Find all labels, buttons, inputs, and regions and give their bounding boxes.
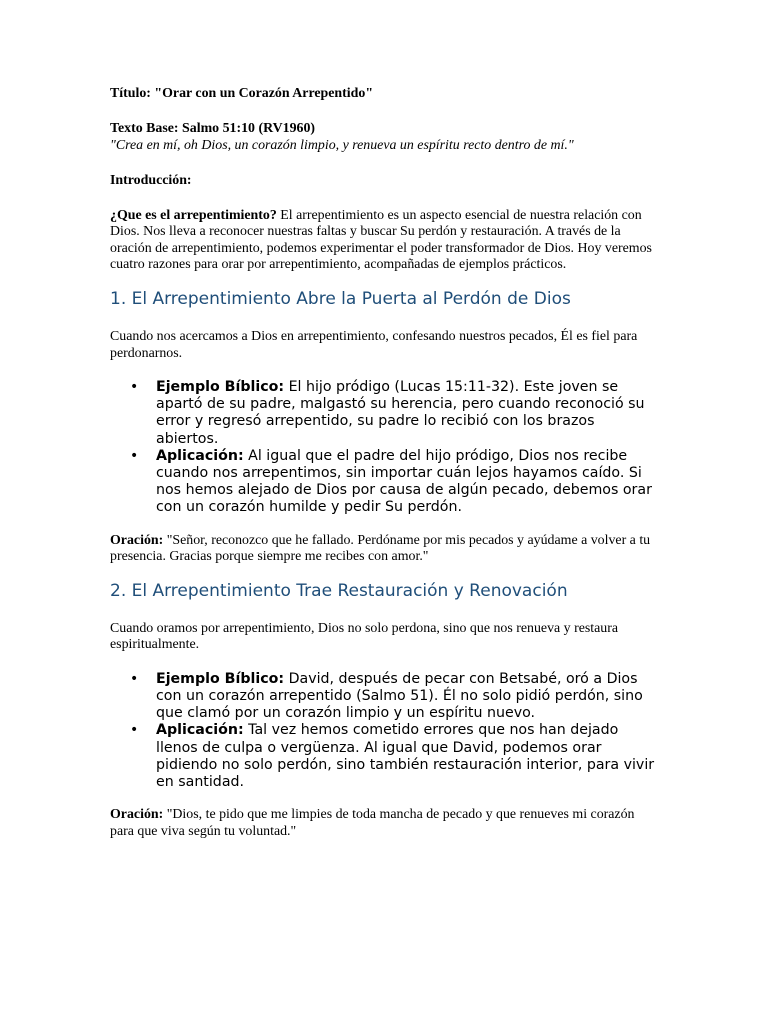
item-label: Ejemplo Bíblico: <box>156 670 285 687</box>
intro-heading: Introducción: <box>110 172 192 188</box>
title-text: "Orar con un Corazón Arrepentido" <box>154 86 374 101</box>
base-text-label: Texto Base: <box>110 121 179 137</box>
item-label: Ejemplo Bíblico: <box>156 378 285 395</box>
base-text-quote: "Crea en mí, oh Dios, un corazón limpio, y renueva un espíritu recto dentro de mí." <box>110 137 574 153</box>
intro-question: ¿Que es el arrepentimiento? <box>110 208 277 224</box>
prayer-text: "Dios, te pido que me limpies de toda mancha de pecado y que renueves mi corazón para que viva según tu voluntad." <box>110 807 635 839</box>
base-text-reference: Salmo 51:10 (RV1960) <box>182 121 316 137</box>
title-line <box>110 86 658 102</box>
prayer-paragraph <box>110 807 658 840</box>
list-item <box>110 671 658 723</box>
bullet-icon: • <box>130 722 139 739</box>
item-label: Aplicación: <box>156 447 244 464</box>
intro-text: El arrepentimiento es un aspecto esencial de nuestra relación con Dios. Nos lleva a reconocer nuestras faltas y buscar Su perdón y restauración. A través de la oración de arrepentimiento, podemos experimentar el poder transformador de Dios. Hoy veremos cuatro razones para orar por arrepentimiento, acompañadas de ejemplos prácticos. <box>110 208 652 273</box>
list-item <box>110 722 658 791</box>
prayer-label: Oración: <box>110 532 164 548</box>
section-intro: Cuando nos acercamos a Dios en arrepentimiento, confesando nuestros pecados, Él es fiel para perdonarnos. <box>110 329 638 361</box>
prayer-paragraph <box>110 533 658 566</box>
bullet-icon: • <box>130 670 139 687</box>
bullet-icon: • <box>130 447 139 464</box>
item-text: El hijo pródigo (Lucas 15:11-32). Este joven se apartó de su padre, malgastó su herencia, pero cuando reconoció su error y regresó arrepentido, su padre lo recibió con los brazos abiertos. <box>156 378 645 447</box>
intro-paragraph <box>110 208 658 273</box>
base-text-line <box>110 121 658 137</box>
section-intro: Cuando oramos por arrepentimiento, Dios no solo perdona, sino que nos renueva y restaura espiritualmente. <box>110 621 619 653</box>
item-label: Aplicación: <box>156 722 244 739</box>
item-text: Al igual que el padre del hijo pródigo, Dios nos recibe cuando nos arrepentimos, sin importar cuán lejos hayamos caído. Si nos hemos alejado de Dios por causa de algún pecado, debemos orar con un corazón humilde y pedir Su perdón. <box>156 447 652 516</box>
prayer-text: "Señor, reconozco que he fallado. Perdóname por mis pecados y ayúdame a volver a tu presencia. Gracias porque siempre me recibes con amor." <box>110 532 651 564</box>
bullet-icon: • <box>130 378 139 395</box>
section-list <box>110 671 658 791</box>
item-text: David, después de pecar con Betsabé, oró a Dios con un corazón arrepentido (Salmo 51). Él no solo pidió perdón, sino que clamó por un corazón limpio y un espíritu nuevo. <box>156 670 643 722</box>
list-item <box>110 379 658 448</box>
list-item <box>110 448 658 517</box>
document-body <box>110 86 658 840</box>
item-text: Tal vez hemos cometido errores que nos han dejado llenos de culpa o vergüenza. Al igual que David, podemos orar pidiendo no solo perdón, sino también restauración interior, para vivir en santidad. <box>156 722 655 790</box>
section-list <box>110 379 658 517</box>
section-heading: 1. El Arrepentimiento Abre la Puerta al Perdón de Dios <box>110 289 571 310</box>
prayer-label: Oración: <box>110 807 164 823</box>
section-heading: 2. El Arrepentimiento Trae Restauración y Renovación <box>110 581 568 602</box>
title-label: Título: <box>110 86 151 101</box>
